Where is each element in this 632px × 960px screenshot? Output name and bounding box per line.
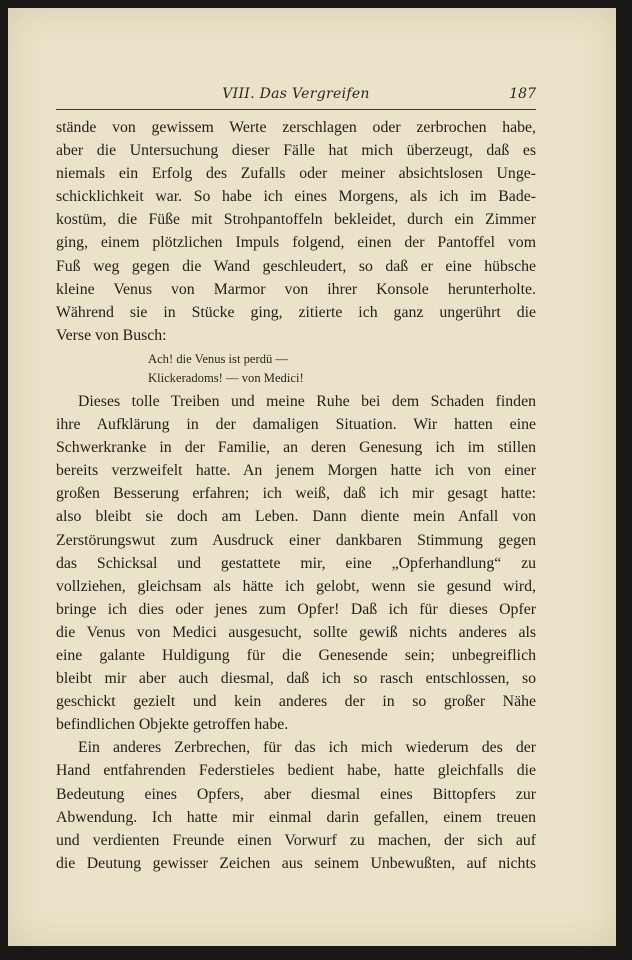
text-line: Bedeutung eines Opfers, aber diesmal eines Bittopfers zur	[56, 785, 536, 803]
text-line: Ein anderes Zerbrechen, für das ich mich wiederum des der	[78, 739, 536, 757]
text-line: niemals ein Erfolg des Zufalls oder meiner absichtslosen Unge-	[56, 165, 536, 183]
page-header	[56, 86, 536, 106]
text-line: bereits verzweifelt hatte. An jenem Morgen hatte ich von einer	[56, 462, 536, 480]
text-line: befindlichen Objekte getroffen habe.	[56, 716, 289, 734]
text-line: die Deutung gewisser Zeichen aus seinem Unbewußten, auf nichts	[56, 854, 536, 872]
text-line: ihre Aufklärung in der damaligen Situation. Wir hatten eine	[56, 416, 536, 434]
text-line: die Venus von Medici ausgesucht, sollte gewiß nichts anderes als	[56, 623, 536, 641]
text-line: bleibt mir aber auch diesmal, daß ich so rasch entschlossen, so	[56, 670, 536, 688]
text-line: Schwerkranke in der Familie, an deren Genesung ich im stillen	[56, 439, 536, 457]
verse-line: Ach! die Venus ist perdü —	[148, 351, 289, 366]
text-line: großen Besserung erfahren; ich weiß, daß ich mir gesagt hatte:	[56, 485, 536, 503]
text-line: Abwendung. Ich hatte mir einmal darin gefallen, einem treuen	[56, 808, 536, 826]
text-line: kostüm, die Füße mit Strohpantoffeln bekleidet, durch ein Zimmer	[56, 211, 536, 229]
page-number: 187	[509, 86, 536, 102]
text-line: schicklichkeit war. So habe ich eines Morgens, als ich im Bade-	[56, 188, 536, 206]
text-line: Dieses tolle Treiben und meine Ruhe bei dem Schaden finden	[78, 392, 536, 410]
text-line: aber die Untersuchung dieser Fälle hat mich überzeugt, daß es	[56, 142, 536, 160]
text-line: Während sie in Stücke ging, zitierte ich ganz ungerührt die	[56, 303, 536, 321]
text-line: stände von gewissem Werte zerschlagen oder zerbrochen habe,	[56, 119, 536, 136]
text-line: geschickt gezielt und kein anderes der in so großer Nähe	[56, 693, 536, 711]
text-line: Zerstörungswut zum Ausdruck einer dankbaren Stimmung gegen	[56, 531, 536, 549]
text-line: ging, einem plötzlichen Impuls folgend, einen der Pantoffel vom	[56, 234, 536, 252]
text-line: das Schicksal und gestattete mir, eine „Opferhandlung“ zu	[56, 554, 536, 572]
text-line: Hand entfahrenden Federstieles bedient habe, hatte gleichfalls die	[56, 762, 536, 780]
text-line: Verse von Busch:	[56, 326, 167, 344]
text-line: vollziehen, gleichsam als hätte ich gelobt, wenn sie gesund wird,	[56, 577, 536, 595]
running-title: VIII. Das Vergreifen	[222, 86, 370, 102]
text-line: kleine Venus von Marmor von ihrer Konsole herunterholte.	[56, 280, 536, 298]
header-rule	[56, 109, 536, 110]
text-line: und verdienten Freunde einen Vorwurf zu machen, der sich auf	[56, 831, 536, 849]
body-text	[56, 116, 536, 875]
text-line: bringe ich dies oder jenes zum Opfer! Daß ich für dieses Opfer	[56, 600, 536, 618]
text-line: also bleibt sie doch am Leben. Dann diente mein Anfall von	[56, 508, 536, 526]
text-line: Fuß weg gegen die Wand geschleudert, so daß er eine hübsche	[56, 257, 536, 275]
verse-line: Klickeradoms! — von Medici!	[148, 370, 304, 385]
text-line: eine galante Huldigung für die Genesende sein; unbegreiflich	[56, 646, 536, 664]
